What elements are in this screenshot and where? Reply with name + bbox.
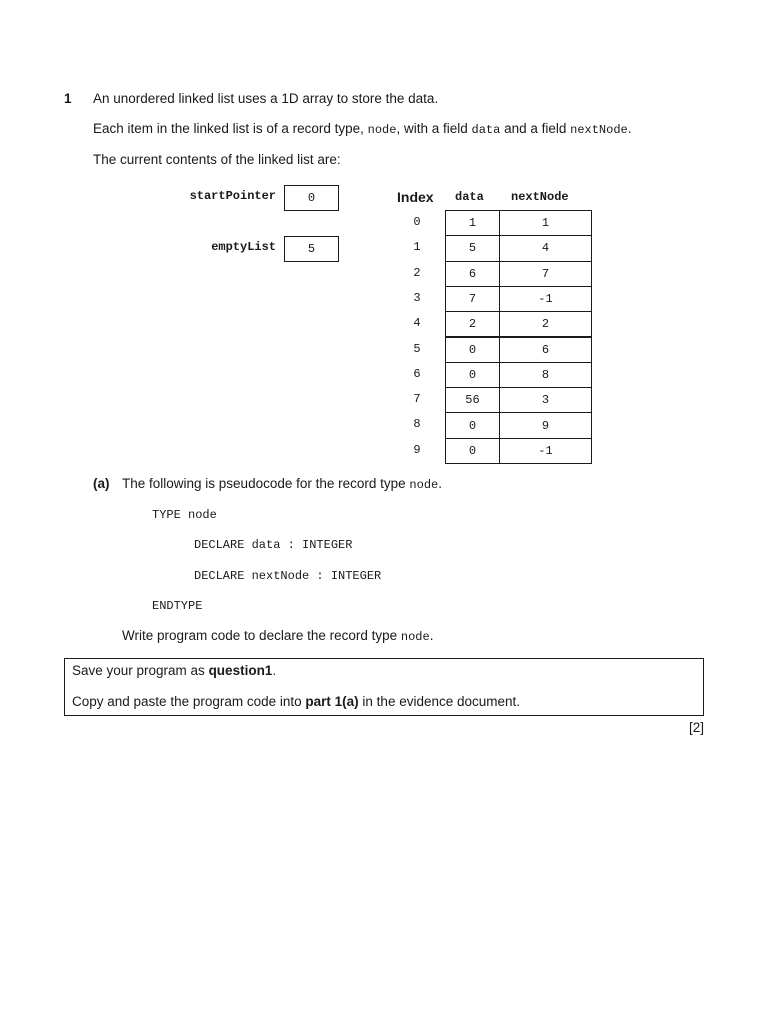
table-index-8: 8 xyxy=(413,417,421,432)
record-code-nextnode: nextNode xyxy=(570,123,628,137)
table-index-0: 0 xyxy=(413,215,421,229)
part-a-text-end: . xyxy=(438,476,442,491)
table-index-7: 7 xyxy=(413,392,421,407)
empty-list-label: emptyList xyxy=(211,240,276,254)
table-index-3: 3 xyxy=(413,290,421,305)
table-index-1: 1 xyxy=(413,240,421,255)
record-text-2: , with a field xyxy=(396,121,472,136)
table-next-cell-1: 4 xyxy=(499,235,592,261)
header-nextnode: nextNode xyxy=(511,190,569,204)
start-pointer-label: startPointer xyxy=(189,189,276,203)
pseudocode-line-4: ENDTYPE xyxy=(152,599,203,613)
marks: [2] xyxy=(688,720,704,735)
pseudocode-line-3: DECLARE nextNode : INTEGER xyxy=(194,569,382,583)
pseudocode-line-1: TYPE node xyxy=(152,508,217,522)
record-text-4: . xyxy=(627,121,632,136)
table-next-cell-7: 3 xyxy=(499,387,592,413)
copy-suffix: in the evidence document. xyxy=(358,694,521,709)
record-text-3: and a field xyxy=(500,121,571,136)
table-data-cell-6: 0 xyxy=(445,362,500,388)
table-data-cell-9: 0 xyxy=(445,438,500,464)
table-next-cell-9: -1 xyxy=(499,438,592,464)
header-index: Index xyxy=(397,189,434,205)
table-next-cell-8: 9 xyxy=(499,412,592,438)
contents-sentence: The current contents of the linked list are: xyxy=(93,152,341,167)
table-index-5: 5 xyxy=(413,341,421,356)
table-index-4: 4 xyxy=(413,316,421,331)
write-code-sentence xyxy=(122,628,433,644)
empty-list-box: 5 xyxy=(284,236,339,262)
table-data-cell-8: 0 xyxy=(445,412,500,438)
table-next-cell-3: -1 xyxy=(499,286,592,312)
save-suffix: . xyxy=(272,663,277,678)
part-a-sentence xyxy=(122,476,442,492)
record-text-1: Each item in the linked list is of a record type, xyxy=(93,121,368,136)
save-prefix: Save your program as xyxy=(72,663,209,678)
table-data-cell-0: 1 xyxy=(445,210,500,236)
instruction-box xyxy=(64,658,704,716)
save-instruction xyxy=(72,663,276,678)
write-code-text-end: . xyxy=(429,628,434,643)
question-intro: An unordered linked list uses a 1D array to store the data. xyxy=(93,91,439,106)
table-index-6: 6 xyxy=(413,366,421,381)
pseudocode-line-2: DECLARE data : INTEGER xyxy=(194,538,353,552)
record-code-data: data xyxy=(471,123,501,137)
write-code-node: node xyxy=(400,630,430,644)
table-index-2: 2 xyxy=(413,265,421,280)
start-pointer-box: 0 xyxy=(284,185,339,211)
table-next-cell-2: 7 xyxy=(499,261,592,287)
write-code-text: Write program code to declare the record type xyxy=(122,628,401,643)
table-index-9: 9 xyxy=(413,442,421,457)
table-next-cell-5: 6 xyxy=(499,337,592,363)
copy-part: part 1(a) xyxy=(305,694,359,709)
part-a-label: (a) xyxy=(93,476,110,491)
copy-instruction xyxy=(72,694,520,709)
table-data-cell-3: 7 xyxy=(445,286,500,312)
record-code-node: node xyxy=(367,123,397,137)
table-next-cell-6: 8 xyxy=(499,362,592,388)
question-number: 1 xyxy=(64,91,72,106)
copy-prefix: Copy and paste the program code into xyxy=(72,694,306,709)
part-a-text: The following is pseudocode for the record type xyxy=(122,476,410,491)
table-next-cell-4: 2 xyxy=(499,311,592,337)
table-data-cell-1: 5 xyxy=(445,235,500,261)
table-data-cell-4: 2 xyxy=(445,311,500,337)
table-data-cell-5: 0 xyxy=(445,337,500,363)
table-next-cell-0: 1 xyxy=(499,210,592,236)
save-filename: question1 xyxy=(208,663,273,678)
table-data-cell-2: 6 xyxy=(445,261,500,287)
record-type-sentence xyxy=(93,121,632,137)
header-data: data xyxy=(455,190,484,204)
part-a-code-node: node xyxy=(409,478,439,492)
table-data-cell-7: 56 xyxy=(445,387,500,413)
